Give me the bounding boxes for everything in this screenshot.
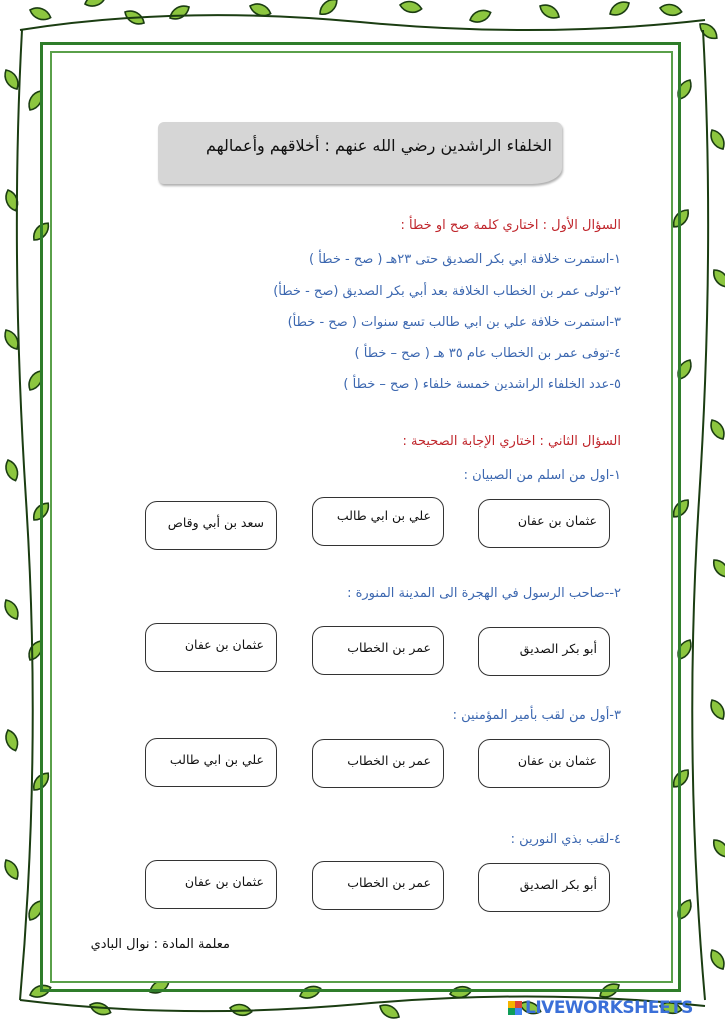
mcq-question-4: ٤-لقب بذي النورين :: [510, 832, 621, 847]
section2-heading: السؤال الثاني : اختاري الإجابة الصحيحة :: [402, 434, 621, 449]
teacher-name: معلمة المادة : نوال البادي: [90, 937, 230, 952]
section1-heading: السؤال الأول : اختاري كلمة صح او خطأ :: [400, 218, 621, 233]
tf-question-3[interactable]: ٣-استمرت خلافة علي بن ابي طالب تسع سنوات ( صح - خطأ): [287, 315, 621, 330]
page-title: الخلفاء الراشدين رضي الله عنهم : أخلاقهم وأعمالهم: [206, 136, 552, 155]
liveworksheets-logo: [508, 998, 693, 1018]
mcq3-option-1[interactable]: عثمان بن عفان: [478, 739, 610, 788]
mcq3-option-2[interactable]: عمر بن الخطاب: [312, 739, 444, 788]
tf-question-2[interactable]: ٢-تولى عمر بن الخطاب الخلافة بعد أبي بكر الصديق (صح - خطأ): [273, 284, 621, 299]
mcq4-option-1[interactable]: أبو بكر الصديق: [478, 863, 610, 912]
mcq-question-3: ٣-أول من لقب بأمير المؤمنين :: [452, 708, 621, 723]
tf-question-5[interactable]: ٥-عدد الخلفاء الراشدين خمسة خلفاء ( صح – خطأ ): [343, 377, 621, 392]
logo-text: LIVEWORKSHEETS: [525, 998, 693, 1018]
tf-question-1[interactable]: ١-استمرت خلافة ابي بكر الصديق حتى ٢٣هـ ( صح - خطأ ): [309, 252, 621, 267]
logo-grid-icon: [508, 1001, 522, 1015]
mcq4-option-2[interactable]: عمر بن الخطاب: [312, 861, 444, 910]
title-banner: [158, 122, 562, 184]
mcq-question-2: ٢--صاحب الرسول في الهجرة الى المدينة المنورة :: [347, 586, 621, 601]
mcq2-option-2[interactable]: عمر بن الخطاب: [312, 626, 444, 675]
tf-question-4[interactable]: ٤-توفى عمر بن الخطاب عام ٣٥ هـ ( صح – خطأ ): [354, 346, 621, 361]
mcq4-option-3[interactable]: عثمان بن عفان: [145, 860, 277, 909]
mcq1-option-1[interactable]: عثمان بن عفان: [478, 499, 610, 548]
mcq2-option-3[interactable]: عثمان بن عفان: [145, 623, 277, 672]
mcq3-option-3[interactable]: علي بن ابي طالب: [145, 738, 277, 787]
mcq1-option-3[interactable]: سعد بن أبي وقاص: [145, 501, 277, 550]
mcq2-option-1[interactable]: أبو بكر الصديق: [478, 627, 610, 676]
mcq1-option-2[interactable]: علي بن ابي طالب: [312, 497, 444, 546]
mcq-question-1: ١-اول من اسلم من الصبيان :: [463, 468, 621, 483]
